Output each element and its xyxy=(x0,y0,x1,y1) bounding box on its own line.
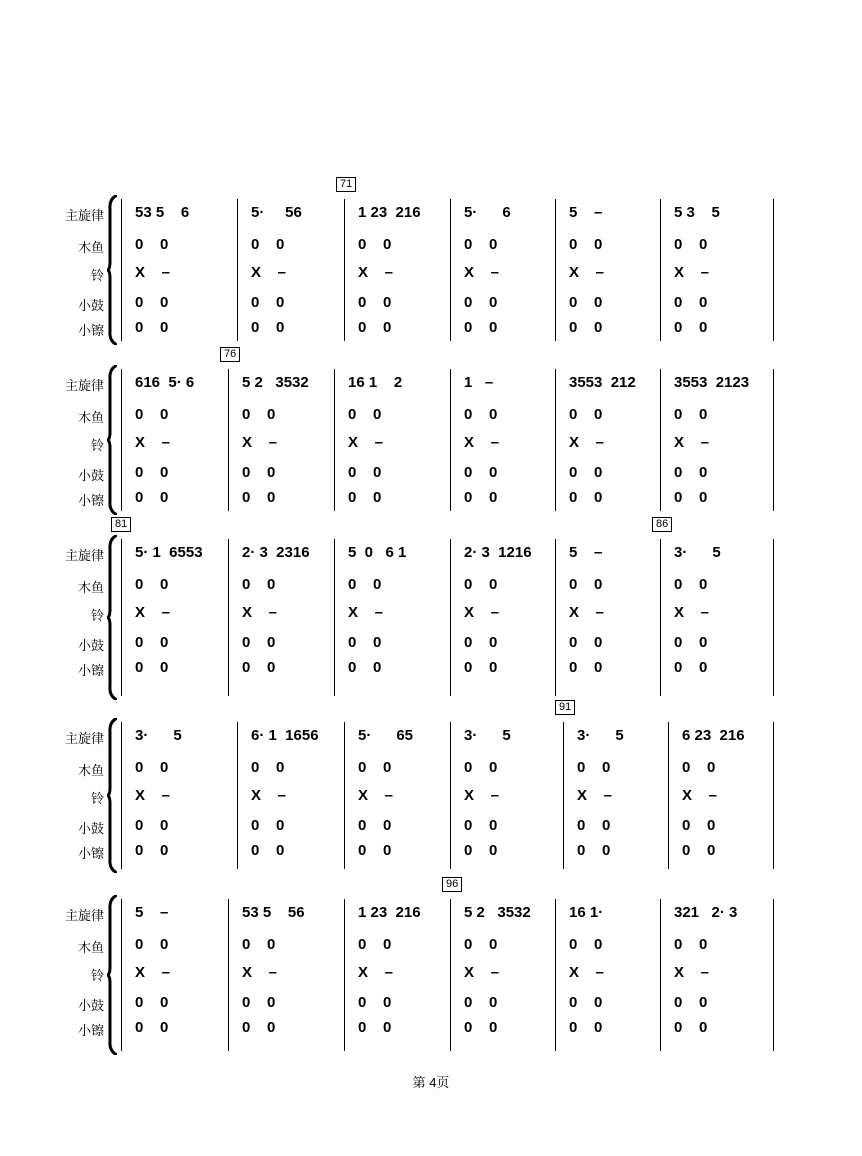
muyu-measure: 0 0 xyxy=(348,576,382,593)
xiaogu-measure: 0 0 xyxy=(674,464,708,481)
muyu-measure: 0 0 xyxy=(674,936,708,953)
xiaogu-measure: 0 0 xyxy=(569,464,603,481)
xiaocha-measure: 0 0 xyxy=(569,489,603,506)
muyu-measure: 0 0 xyxy=(569,236,603,253)
xiaogu-measure: 0 0 xyxy=(358,994,392,1011)
ling-measure: X – xyxy=(251,787,287,804)
muyu-measure: 0 0 xyxy=(674,236,708,253)
xiaogu-measure: 0 0 xyxy=(242,634,276,651)
muyu-measure: 0 0 xyxy=(569,406,603,423)
xiaocha-measure: 0 0 xyxy=(251,842,285,859)
ling-measure: X – xyxy=(251,264,287,281)
rehearsal-number: 76 xyxy=(220,347,240,362)
ling-measure: X – xyxy=(135,787,171,804)
xiaogu-measure: 0 0 xyxy=(464,634,498,651)
instrument-label: 小鼓 xyxy=(77,468,104,483)
xiaocha-measure: 0 0 xyxy=(674,489,708,506)
barline xyxy=(228,369,229,511)
xiaocha-measure: 0 0 xyxy=(464,1019,498,1036)
muyu-measure: 0 0 xyxy=(135,406,169,423)
ling-measure: X – xyxy=(242,434,278,451)
xiaogu-measure: 0 0 xyxy=(464,994,498,1011)
instrument-label: 小鼓 xyxy=(77,638,104,653)
xiaogu-measure: 0 0 xyxy=(569,634,603,651)
xiaogu-measure: 0 0 xyxy=(251,817,285,834)
xiaocha-measure: 0 0 xyxy=(135,319,169,336)
melody-measure: 2· 3 1216 xyxy=(464,544,532,561)
barline xyxy=(344,199,345,341)
muyu-measure: 0 0 xyxy=(358,759,392,776)
score-system xyxy=(0,178,862,345)
barline xyxy=(121,369,122,511)
muyu-measure: 0 0 xyxy=(358,236,392,253)
system-brace xyxy=(107,895,117,1055)
melody-measure: 1 23 216 xyxy=(358,204,421,221)
xiaogu-measure: 0 0 xyxy=(682,817,716,834)
xiaogu-measure: 0 0 xyxy=(358,294,392,311)
barline xyxy=(450,722,451,869)
instrument-label: 铃 xyxy=(90,968,104,983)
xiaogu-measure: 0 0 xyxy=(135,994,169,1011)
rehearsal-number: 96 xyxy=(442,877,462,892)
muyu-measure: 0 0 xyxy=(682,759,716,776)
instrument-label: 小镲 xyxy=(77,323,104,338)
score-system xyxy=(0,518,862,700)
ling-measure: X – xyxy=(674,434,710,451)
barline xyxy=(334,369,335,511)
melody-measure: 6 23 216 xyxy=(682,727,745,744)
muyu-measure: 0 0 xyxy=(358,936,392,953)
xiaocha-measure: 0 0 xyxy=(569,659,603,676)
instrument-label: 小鼓 xyxy=(77,998,104,1013)
xiaocha-measure: 0 0 xyxy=(242,489,276,506)
ling-measure: X – xyxy=(135,604,171,621)
instrument-label: 木鱼 xyxy=(77,580,104,595)
xiaocha-measure: 0 0 xyxy=(569,319,603,336)
muyu-measure: 0 0 xyxy=(674,406,708,423)
ling-measure: X – xyxy=(464,964,500,981)
melody-measure: 3553 2123 xyxy=(674,374,750,391)
muyu-measure: 0 0 xyxy=(464,406,498,423)
xiaogu-measure: 0 0 xyxy=(569,294,603,311)
barline xyxy=(563,722,564,869)
muyu-measure: 0 0 xyxy=(577,759,611,776)
melody-measure: 5 – xyxy=(569,544,603,561)
barline xyxy=(555,369,556,511)
barline xyxy=(450,899,451,1051)
barline xyxy=(660,369,661,511)
xiaocha-measure: 0 0 xyxy=(242,1019,276,1036)
ling-measure: X – xyxy=(674,964,710,981)
barline xyxy=(121,722,122,869)
rehearsal-number: 91 xyxy=(555,700,575,715)
xiaogu-measure: 0 0 xyxy=(135,817,169,834)
barline xyxy=(773,199,774,341)
score-system xyxy=(0,348,862,515)
ling-measure: X – xyxy=(242,604,278,621)
melody-measure: 5 – xyxy=(569,204,603,221)
barline xyxy=(344,722,345,869)
instrument-label: 铃 xyxy=(90,608,104,623)
instrument-label: 主旋律 xyxy=(64,908,104,923)
xiaocha-measure: 0 0 xyxy=(464,489,498,506)
muyu-measure: 0 0 xyxy=(464,759,498,776)
xiaogu-measure: 0 0 xyxy=(674,294,708,311)
rehearsal-number: 86 xyxy=(652,517,672,532)
melody-measure: 16 1 2 xyxy=(348,374,403,391)
ling-measure: X – xyxy=(358,264,394,281)
melody-measure: 5· 6 xyxy=(464,204,511,221)
xiaocha-measure: 0 0 xyxy=(251,319,285,336)
xiaocha-measure: 0 0 xyxy=(464,659,498,676)
instrument-label: 木鱼 xyxy=(77,763,104,778)
instrument-label: 主旋律 xyxy=(64,378,104,393)
rehearsal-number: 81 xyxy=(111,517,131,532)
ling-measure: X – xyxy=(135,264,171,281)
instrument-label: 铃 xyxy=(90,791,104,806)
barline xyxy=(228,539,229,696)
xiaocha-measure: 0 0 xyxy=(135,659,169,676)
muyu-measure: 0 0 xyxy=(464,936,498,953)
muyu-measure: 0 0 xyxy=(135,759,169,776)
melody-measure: 6· 1 1656 xyxy=(251,727,319,744)
ling-measure: X – xyxy=(569,434,605,451)
score-system xyxy=(0,701,862,873)
muyu-measure: 0 0 xyxy=(569,576,603,593)
system-brace xyxy=(107,365,117,515)
xiaocha-measure: 0 0 xyxy=(358,319,392,336)
instrument-label: 主旋律 xyxy=(64,548,104,563)
xiaocha-measure: 0 0 xyxy=(135,1019,169,1036)
melody-measure: 5 – xyxy=(135,904,169,921)
instrument-label: 木鱼 xyxy=(77,410,104,425)
xiaocha-measure: 0 0 xyxy=(135,842,169,859)
xiaogu-measure: 0 0 xyxy=(348,634,382,651)
barline xyxy=(121,899,122,1051)
barline xyxy=(121,539,122,696)
ling-measure: X – xyxy=(569,264,605,281)
ling-measure: X – xyxy=(135,434,171,451)
instrument-label: 小鼓 xyxy=(77,298,104,313)
ling-measure: X – xyxy=(569,604,605,621)
xiaocha-measure: 0 0 xyxy=(242,659,276,676)
instrument-label: 小镲 xyxy=(77,846,104,861)
system-brace xyxy=(107,718,117,873)
melody-measure: 3· 5 xyxy=(577,727,624,744)
xiaogu-measure: 0 0 xyxy=(135,294,169,311)
xiaogu-measure: 0 0 xyxy=(464,464,498,481)
xiaogu-measure: 0 0 xyxy=(358,817,392,834)
melody-measure: 321 2· 3 xyxy=(674,904,738,921)
melody-measure: 616 5· 6 xyxy=(135,374,195,391)
melody-measure: 3· 5 xyxy=(674,544,721,561)
xiaocha-measure: 0 0 xyxy=(674,1019,708,1036)
xiaocha-measure: 0 0 xyxy=(682,842,716,859)
ling-measure: X – xyxy=(464,787,500,804)
system-brace xyxy=(107,535,117,700)
ling-measure: X – xyxy=(569,964,605,981)
xiaogu-measure: 0 0 xyxy=(464,817,498,834)
instrument-label: 主旋律 xyxy=(64,731,104,746)
barline xyxy=(237,199,238,341)
barline xyxy=(555,199,556,341)
ling-measure: X – xyxy=(464,264,500,281)
melody-measure: 16 1· xyxy=(569,904,604,921)
xiaocha-measure: 0 0 xyxy=(464,842,498,859)
instrument-label: 小镲 xyxy=(77,663,104,678)
ling-measure: X – xyxy=(358,964,394,981)
melody-measure: 1 – xyxy=(464,374,494,391)
ling-measure: X – xyxy=(464,604,500,621)
xiaogu-measure: 0 0 xyxy=(135,634,169,651)
instrument-label: 小镲 xyxy=(77,1023,104,1038)
muyu-measure: 0 0 xyxy=(464,576,498,593)
xiaocha-measure: 0 0 xyxy=(569,1019,603,1036)
ling-measure: X – xyxy=(674,604,710,621)
melody-measure: 5· 65 xyxy=(358,727,414,744)
ling-measure: X – xyxy=(135,964,171,981)
melody-measure: 53 5 6 xyxy=(135,204,190,221)
rehearsal-number: 71 xyxy=(336,177,356,192)
barline xyxy=(660,899,661,1051)
ling-measure: X – xyxy=(358,787,394,804)
xiaogu-measure: 0 0 xyxy=(135,464,169,481)
melody-measure: 1 23 216 xyxy=(358,904,421,921)
muyu-measure: 0 0 xyxy=(242,936,276,953)
ling-measure: X – xyxy=(682,787,718,804)
xiaogu-measure: 0 0 xyxy=(251,294,285,311)
xiaogu-measure: 0 0 xyxy=(674,634,708,651)
barline xyxy=(228,899,229,1051)
xiaocha-measure: 0 0 xyxy=(348,659,382,676)
page-number: 第 4页 xyxy=(412,1075,450,1090)
barline xyxy=(450,369,451,511)
instrument-label: 小鼓 xyxy=(77,821,104,836)
xiaocha-measure: 0 0 xyxy=(348,489,382,506)
ling-measure: X – xyxy=(674,264,710,281)
xiaogu-measure: 0 0 xyxy=(569,994,603,1011)
ling-measure: X – xyxy=(348,604,384,621)
muyu-measure: 0 0 xyxy=(464,236,498,253)
xiaocha-measure: 0 0 xyxy=(577,842,611,859)
xiaogu-measure: 0 0 xyxy=(242,994,276,1011)
system-brace xyxy=(107,195,117,345)
xiaogu-measure: 0 0 xyxy=(674,994,708,1011)
barline xyxy=(668,722,669,869)
melody-measure: 5 3 5 xyxy=(674,204,720,221)
barline xyxy=(660,539,661,696)
xiaocha-measure: 0 0 xyxy=(358,842,392,859)
barline xyxy=(334,539,335,696)
muyu-measure: 0 0 xyxy=(348,406,382,423)
xiaogu-measure: 0 0 xyxy=(577,817,611,834)
melody-measure: 5 0 6 1 xyxy=(348,544,407,561)
muyu-measure: 0 0 xyxy=(251,236,285,253)
muyu-measure: 0 0 xyxy=(242,406,276,423)
barline xyxy=(555,899,556,1051)
xiaocha-measure: 0 0 xyxy=(135,489,169,506)
muyu-measure: 0 0 xyxy=(251,759,285,776)
barline xyxy=(237,722,238,869)
muyu-measure: 0 0 xyxy=(674,576,708,593)
muyu-measure: 0 0 xyxy=(135,236,169,253)
melody-measure: 5· 56 xyxy=(251,204,302,221)
barline xyxy=(773,369,774,511)
xiaogu-measure: 0 0 xyxy=(464,294,498,311)
barline xyxy=(121,199,122,341)
barline xyxy=(660,199,661,341)
xiaocha-measure: 0 0 xyxy=(674,659,708,676)
melody-measure: 3553 212 xyxy=(569,374,636,391)
melody-measure: 3· 5 xyxy=(464,727,511,744)
xiaocha-measure: 0 0 xyxy=(358,1019,392,1036)
ling-measure: X – xyxy=(348,434,384,451)
barline xyxy=(773,722,774,869)
xiaogu-measure: 0 0 xyxy=(348,464,382,481)
instrument-label: 木鱼 xyxy=(77,940,104,955)
muyu-measure: 0 0 xyxy=(569,936,603,953)
ling-measure: X – xyxy=(242,964,278,981)
instrument-label: 铃 xyxy=(90,268,104,283)
ling-measure: X – xyxy=(577,787,613,804)
melody-measure: 53 5 56 xyxy=(242,904,305,921)
barline xyxy=(450,199,451,341)
muyu-measure: 0 0 xyxy=(135,936,169,953)
score-system xyxy=(0,878,862,1055)
instrument-label: 铃 xyxy=(90,438,104,453)
instrument-label: 小镲 xyxy=(77,493,104,508)
instrument-label: 木鱼 xyxy=(77,240,104,255)
barline xyxy=(773,899,774,1051)
melody-measure: 5· 1 6553 xyxy=(135,544,203,561)
melody-measure: 3· 5 xyxy=(135,727,182,744)
muyu-measure: 0 0 xyxy=(135,576,169,593)
barline xyxy=(450,539,451,696)
xiaogu-measure: 0 0 xyxy=(242,464,276,481)
melody-measure: 2· 3 2316 xyxy=(242,544,310,561)
muyu-measure: 0 0 xyxy=(242,576,276,593)
barline xyxy=(344,899,345,1051)
melody-measure: 5 2 3532 xyxy=(464,904,531,921)
ling-measure: X – xyxy=(464,434,500,451)
barline xyxy=(773,539,774,696)
instrument-label: 主旋律 xyxy=(64,208,104,223)
melody-measure: 5 2 3532 xyxy=(242,374,309,391)
xiaocha-measure: 0 0 xyxy=(674,319,708,336)
xiaocha-measure: 0 0 xyxy=(464,319,498,336)
barline xyxy=(555,539,556,696)
